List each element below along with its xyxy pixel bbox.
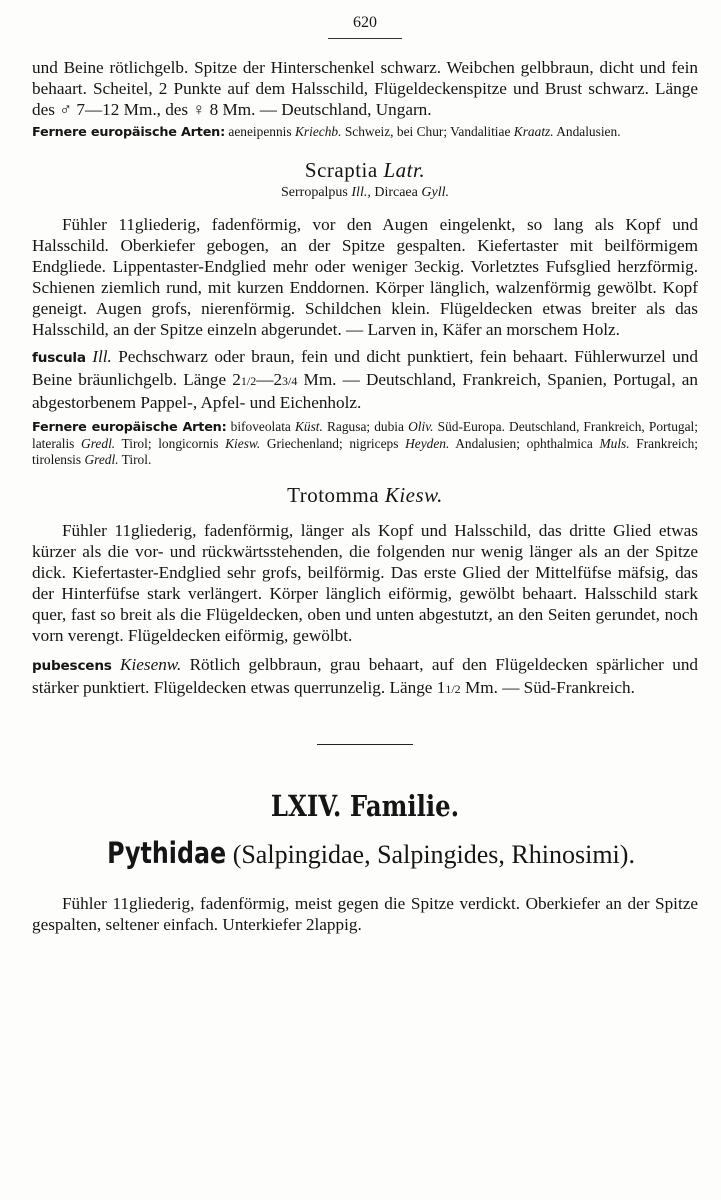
species-fuscula: fuscula Ill. Pechschwarz oder braun, fein und dicht punktiert, fein behaart. Fühlerwurzel und Beine bräunlichgelb. Länge 21/2—23/4 Mm. — Deutschland, Frankreich, Spanien, Portugal, an abgestorbenem Pappel-, Apfel- und Eichenholz. <box>32 347 698 412</box>
scraptia-description: Fühler 11gliederig, fadenförmig, vor den Augen eingelenkt, so lang als Kopf und Halsschild. Oberkiefer gebogen, an der Spitze gespalten. Kiefertaster mit beilförmigem Endgliede. Lippentaster-Endglied mehr oder weniger 3eckig. Vorletztes Fufsglied herzförmig. Schienen ziemlich rund, mit kurzen Enddornen. Körper länglich, walzenförmig gewölbt. Kopf geneigt. Augen grofs, nierenförmig. Schildchen klein. Flügeldecken etwas breiter als das Halsschild, an der Spitze einzeln abgerundet. — Larven in, Käfer an morschem Holz. <box>32 215 698 339</box>
further-species-scraptia-prev: Fernere europäische Arten: aeneipennis Kriechb. Schweiz, bei Chur; Vandalitiae Kraatz. Andalusien. <box>32 124 621 140</box>
family-title <box>32 837 698 871</box>
family-heading: LXIV. Familie. <box>270 789 460 823</box>
genus-synonyms-scraptia: Serropalpus Ill., Dircaea Gyll. <box>281 185 449 200</box>
page <box>32 14 698 935</box>
family-name: Pythidae <box>107 836 227 870</box>
page-number: 620 <box>353 14 377 31</box>
page-number-rule <box>328 38 402 39</box>
further-species-label: Fernere europäische Arten: <box>32 125 226 140</box>
genus-heading-scraptia: Scraptia Latr. <box>304 158 426 182</box>
genus-heading-trotomma: Trotomma Kiesw. <box>287 483 443 507</box>
trotomma-description: Fühler 11gliederig, fadenförmig, länger als Kopf und Halsschild, das dritte Glied etwas kürzer als die vor- und rückwärtsstehenden, die folgenden nur wenig länger als an der Spitze dick. Kiefertaster-Endglied sehr grofs, beilförmig. Das erste Glied der Mittelfüfse mäfsig, das der Hinterfüfse stark verlängert. Körper länglich eiförmig, gewölbt behaart. Halsschild stark quer, fast so breit als die Flügeldecken, oben und unten abgestutzt, an den Seiten gerundet, noch vorn verengt. Flügeldecken eiförmig, gewölbt. <box>32 521 698 645</box>
family-synonyms: (Salpingidae, Salpingides, Rhinosimi). <box>232 840 635 869</box>
further-species-scraptia: Fernere europäische Arten: bifoveolata Küst. Ragusa; dubia Oliv. Süd-Europa. Deutschland, Frankreich, Portugal; lateralis Gredl. Tirol; longicornis Kiesw. Griechenland; nigriceps Heyden. Andalusien; ophthalmica Muls. Frankreich; tirolensis Gredl. Tirol. <box>32 419 698 467</box>
section-divider <box>317 744 413 745</box>
species-pubescens: pubescens Kiesenw. Rötlich gelbbraun, grau behaart, auf den Flügeldecken spärlicher und stärker punktiert. Flügeldecken etwas querrunzelig. Länge 11/2 Mm. — Süd-Frankreich. <box>32 655 699 697</box>
species-name-fuscula: fuscula <box>32 350 86 366</box>
family-description: Fühler 11gliederig, fadenförmig, meist gegen die Spitze verdickt. Oberkiefer an der Spitze gespalten, seltener einfach. Unterkiefer 2lappig. <box>32 894 698 934</box>
further-species-label-2: Fernere europäische Arten: <box>32 420 227 435</box>
intro-paragraph: und Beine rötlichgelb. Spitze der Hinterschenkel schwarz. Weibchen gelbbraun, dicht und fein behaart. Scheitel, 2 Punkte auf dem Halsschild, Flügeldeckenspitze und Brust schwarz. Länge des ♂ 7—12 Mm., des ♀ 8 Mm. — Deutschland, Ungarn. <box>32 58 698 119</box>
species-name-pubescens: pubescens <box>32 658 112 674</box>
